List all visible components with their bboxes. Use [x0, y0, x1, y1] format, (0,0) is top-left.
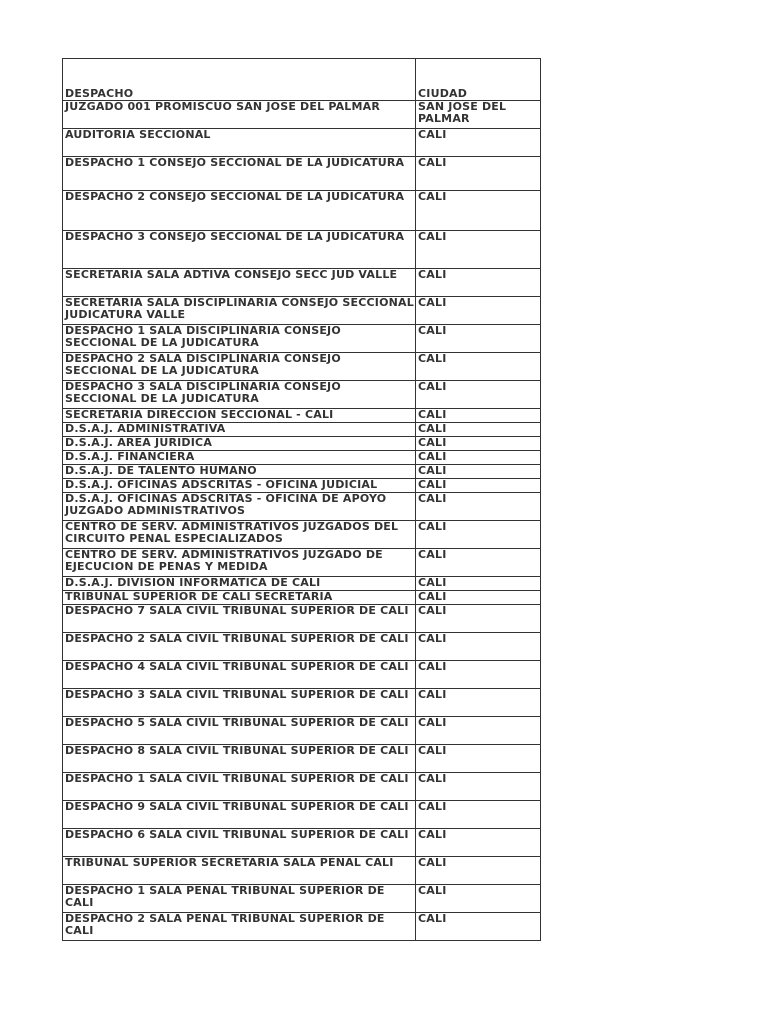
ciudad-cell: CALI	[416, 451, 541, 465]
despacho-cell: DESPACHO 9 SALA CIVIL TRIBUNAL SUPERIOR DE CALI	[63, 801, 416, 829]
table-row	[63, 231, 541, 269]
ciudad-cell: CALI	[416, 465, 541, 479]
table-row	[63, 773, 541, 801]
ciudad-cell: CALI	[416, 717, 541, 745]
table-row	[63, 717, 541, 745]
table-row	[63, 913, 541, 941]
despacho-cell: JUZGADO 001 PROMISCUO SAN JOSE DEL PALMAR	[63, 101, 416, 129]
table-row	[63, 521, 541, 549]
table-row	[63, 745, 541, 773]
ciudad-cell: CALI	[416, 423, 541, 437]
ciudad-cell: CALI	[416, 549, 541, 577]
despacho-cell: DESPACHO 2 CONSEJO SECCIONAL DE LA JUDICATURA	[63, 191, 416, 231]
ciudad-cell: CALI	[416, 381, 541, 409]
despacho-cell: TRIBUNAL SUPERIOR DE CALI SECRETARIA	[63, 591, 416, 605]
table-header-row	[63, 59, 541, 101]
ciudad-cell: CALI	[416, 353, 541, 381]
table-row	[63, 129, 541, 157]
ciudad-cell: CALI	[416, 479, 541, 493]
despacho-cell: DESPACHO 3 SALA CIVIL TRIBUNAL SUPERIOR DE CALI	[63, 689, 416, 717]
table-row	[63, 465, 541, 479]
table-body	[63, 59, 541, 941]
ciudad-cell: CALI	[416, 885, 541, 913]
ciudad-cell: CALI	[416, 591, 541, 605]
ciudad-cell: CALI	[416, 493, 541, 521]
table-row	[63, 479, 541, 493]
ciudad-cell: CALI	[416, 801, 541, 829]
table-row	[63, 493, 541, 521]
despacho-ciudad-table	[62, 58, 541, 941]
despacho-cell: DESPACHO 8 SALA CIVIL TRIBUNAL SUPERIOR DE CALI	[63, 745, 416, 773]
despacho-cell: SECRETARIA SALA DISCIPLINARIA CONSEJO SECCIONAL JUDICATURA VALLE	[63, 297, 416, 325]
ciudad-cell: CALI	[416, 605, 541, 633]
header-ciudad: CIUDAD	[416, 59, 541, 101]
ciudad-cell: CALI	[416, 857, 541, 885]
despacho-cell: AUDITORIA SECCIONAL	[63, 129, 416, 157]
ciudad-cell: CALI	[416, 231, 541, 269]
despacho-cell: DESPACHO 1 SALA DISCIPLINARIA CONSEJO SECCIONAL DE LA JUDICATURA	[63, 325, 416, 353]
despacho-cell: SECRETARIA DIRECCION SECCIONAL - CALI	[63, 409, 416, 423]
table-row	[63, 437, 541, 451]
table-row	[63, 801, 541, 829]
table-row	[63, 549, 541, 577]
table-row	[63, 661, 541, 689]
table-row	[63, 191, 541, 231]
despacho-cell: D.S.A.J. DIVISION INFORMATICA DE CALI	[63, 577, 416, 591]
despacho-cell: SECRETARIA SALA ADTIVA CONSEJO SECC JUD VALLE	[63, 269, 416, 297]
despacho-cell: DESPACHO 7 SALA CIVIL TRIBUNAL SUPERIOR DE CALI	[63, 605, 416, 633]
despacho-cell: D.S.A.J. DE TALENTO HUMANO	[63, 465, 416, 479]
ciudad-cell: CALI	[416, 297, 541, 325]
ciudad-cell: CALI	[416, 129, 541, 157]
table-row	[63, 577, 541, 591]
despacho-cell: DESPACHO 6 SALA CIVIL TRIBUNAL SUPERIOR DE CALI	[63, 829, 416, 857]
despacho-cell: DESPACHO 4 SALA CIVIL TRIBUNAL SUPERIOR DE CALI	[63, 661, 416, 689]
despacho-cell: D.S.A.J. OFICINAS ADSCRITAS - OFICINA JUDICIAL	[63, 479, 416, 493]
ciudad-cell: CALI	[416, 269, 541, 297]
despacho-cell: DESPACHO 2 SALA CIVIL TRIBUNAL SUPERIOR DE CALI	[63, 633, 416, 661]
despacho-cell: DESPACHO 1 CONSEJO SECCIONAL DE LA JUDICATURA	[63, 157, 416, 191]
header-despacho: DESPACHO	[63, 59, 416, 101]
despacho-cell: D.S.A.J. FINANCIERA	[63, 451, 416, 465]
table-row	[63, 857, 541, 885]
ciudad-cell: CALI	[416, 773, 541, 801]
despacho-cell: DESPACHO 3 CONSEJO SECCIONAL DE LA JUDICATURA	[63, 231, 416, 269]
table-row	[63, 353, 541, 381]
ciudad-cell: CALI	[416, 157, 541, 191]
ciudad-cell: CALI	[416, 829, 541, 857]
ciudad-cell: CALI	[416, 325, 541, 353]
ciudad-cell: CALI	[416, 633, 541, 661]
table-row	[63, 409, 541, 423]
ciudad-cell: CALI	[416, 745, 541, 773]
despacho-cell: CENTRO DE SERV. ADMINISTRATIVOS JUZGADOS DEL CIRCUITO PENAL ESPECIALIZADOS	[63, 521, 416, 549]
ciudad-cell: CALI	[416, 521, 541, 549]
despacho-cell: D.S.A.J. ADMINISTRATIVA	[63, 423, 416, 437]
table-row	[63, 297, 541, 325]
table-row	[63, 157, 541, 191]
despacho-cell: DESPACHO 2 SALA DISCIPLINARIA CONSEJO SECCIONAL DE LA JUDICATURA	[63, 353, 416, 381]
table-row	[63, 885, 541, 913]
table-row	[63, 605, 541, 633]
table-row	[63, 381, 541, 409]
table-row	[63, 325, 541, 353]
table-row	[63, 269, 541, 297]
table-row	[63, 829, 541, 857]
ciudad-cell: SAN JOSE DEL PALMAR	[416, 101, 541, 129]
ciudad-cell: CALI	[416, 191, 541, 231]
table-row	[63, 689, 541, 717]
ciudad-cell: CALI	[416, 437, 541, 451]
despacho-cell: D.S.A.J. AREA JURIDICA	[63, 437, 416, 451]
ciudad-cell: CALI	[416, 689, 541, 717]
despacho-cell: D.S.A.J. OFICINAS ADSCRITAS - OFICINA DE APOYO JUZGADO ADMINISTRATIVOS	[63, 493, 416, 521]
despacho-cell: TRIBUNAL SUPERIOR SECRETARIA SALA PENAL CALI	[63, 857, 416, 885]
table-row	[63, 101, 541, 129]
despacho-cell: DESPACHO 3 SALA DISCIPLINARIA CONSEJO SECCIONAL DE LA JUDICATURA	[63, 381, 416, 409]
table-row	[63, 633, 541, 661]
despacho-cell: DESPACHO 1 SALA PENAL TRIBUNAL SUPERIOR DE CALI	[63, 885, 416, 913]
table-row	[63, 423, 541, 437]
table-row	[63, 451, 541, 465]
despacho-cell: DESPACHO 5 SALA CIVIL TRIBUNAL SUPERIOR DE CALI	[63, 717, 416, 745]
ciudad-cell: CALI	[416, 913, 541, 941]
ciudad-cell: CALI	[416, 577, 541, 591]
despacho-cell: DESPACHO 1 SALA CIVIL TRIBUNAL SUPERIOR DE CALI	[63, 773, 416, 801]
ciudad-cell: CALI	[416, 409, 541, 423]
despacho-cell: CENTRO DE SERV. ADMINISTRATIVOS JUZGADO DE EJECUCION DE PENAS Y MEDIDA	[63, 549, 416, 577]
table-row	[63, 591, 541, 605]
despacho-cell: DESPACHO 2 SALA PENAL TRIBUNAL SUPERIOR DE CALI	[63, 913, 416, 941]
ciudad-cell: CALI	[416, 661, 541, 689]
